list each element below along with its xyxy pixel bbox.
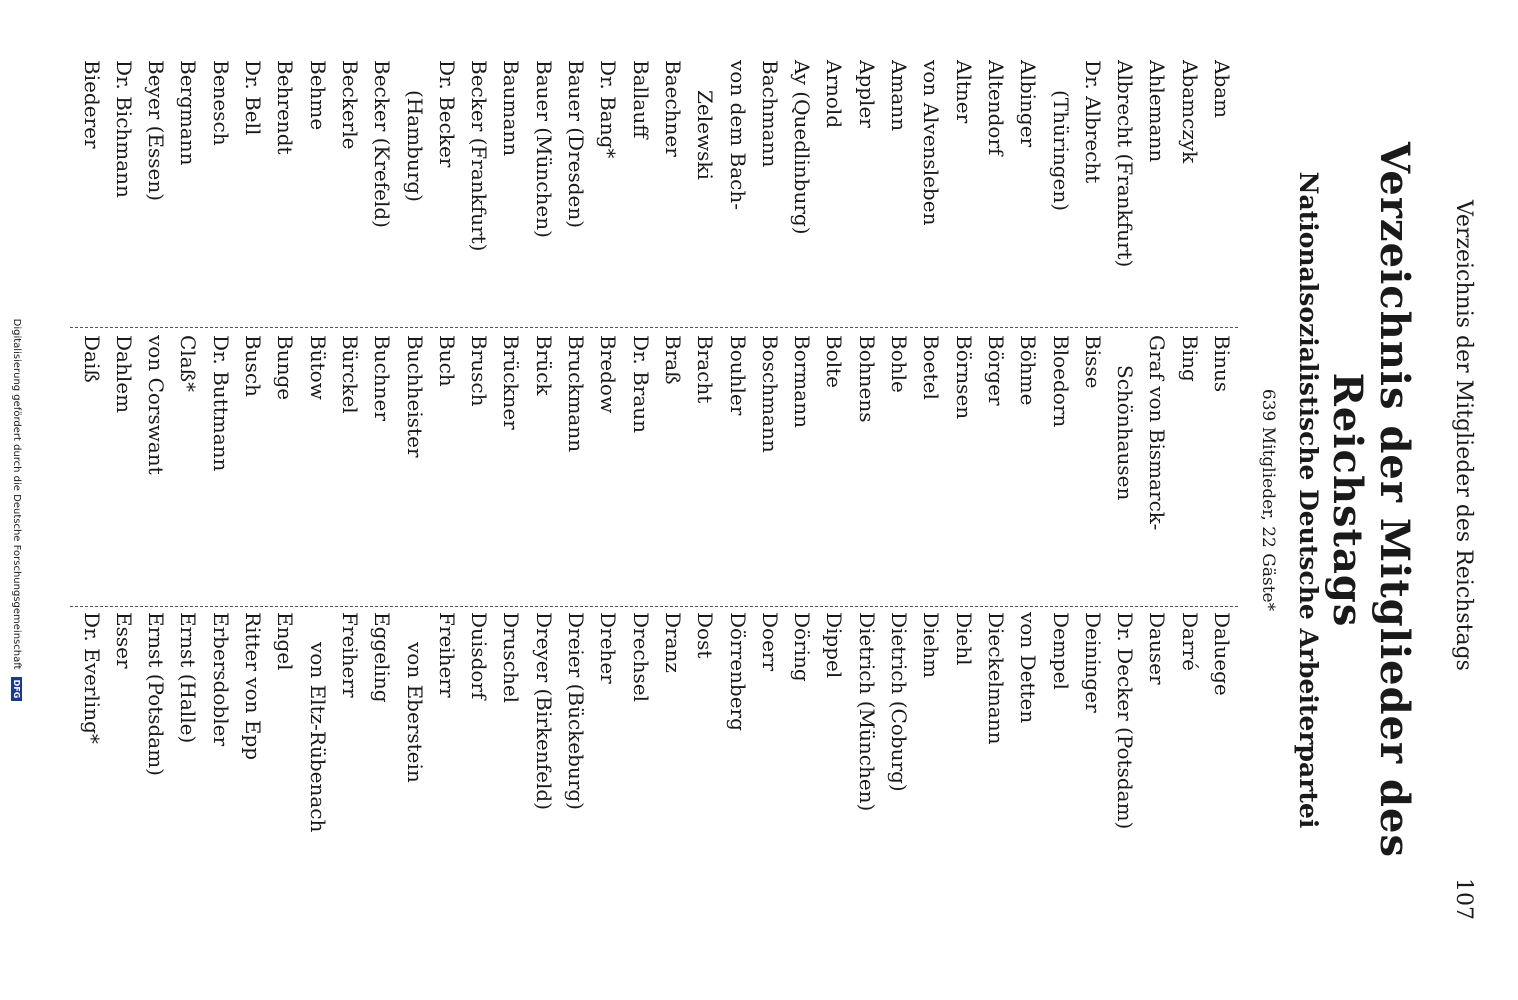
- member-entry: Braß: [660, 335, 685, 385]
- member-entry: Diehl: [951, 612, 976, 666]
- member-entry: Busch: [241, 335, 266, 397]
- dfg-logo: DFG: [11, 677, 22, 702]
- member-entry: Bauer (Dresden): [564, 60, 589, 229]
- member-entry: Beckerle: [337, 60, 362, 150]
- member-entry: Dr. Braun: [628, 335, 653, 434]
- member-entry: Bruckmann: [564, 335, 589, 453]
- member-entry: Dempel: [1048, 612, 1073, 690]
- member-count: 639 Mitglieder, 22 Gäste*: [1258, 388, 1278, 612]
- member-entry: Behrendt: [273, 60, 298, 155]
- member-entry: Engel: [273, 612, 298, 671]
- member-entry: Dr. Bang*: [596, 60, 621, 159]
- member-entry: Bisse: [1080, 335, 1105, 389]
- member-entry: Abamczyk: [1177, 60, 1202, 164]
- member-entry: Diehm: [919, 612, 944, 679]
- member-entry: Freiherr: [337, 612, 362, 698]
- member-entry: Dr. Bell: [241, 60, 266, 136]
- member-entry: Becker (Frankfurt): [467, 60, 492, 252]
- member-entry: Altendorf: [983, 60, 1008, 156]
- member-entry: Bing: [1177, 335, 1202, 382]
- member-entry: Dreyer (Birkenfeld): [531, 612, 556, 811]
- member-entry: Brück: [531, 335, 556, 396]
- member-entry: Dietrich (München): [854, 612, 879, 812]
- member-entry: Dieckelmann: [983, 612, 1008, 745]
- credit-text: Digitalisierung gefördert durch die Deutsche Forschungsgemeinschaft: [11, 318, 22, 670]
- member-entry: Baechner: [660, 60, 685, 157]
- member-entry: Dr. Buttmann: [208, 335, 233, 472]
- member-entry: Bohle: [887, 335, 912, 393]
- member-entry: von Eltz-Rübenach: [305, 642, 330, 833]
- page-number: 107: [1451, 878, 1476, 920]
- document-title: Verzeichnis der Mitglieder des Reichstags: [1324, 142, 1418, 858]
- member-entry: Bunge: [273, 335, 298, 401]
- member-entry: (Hamburg): [402, 90, 427, 202]
- member-entry: Bachmann: [757, 60, 782, 168]
- member-entry: Börnsen: [951, 335, 976, 420]
- member-entry: Appler: [854, 60, 879, 128]
- member-entry: Ernst (Potsdam): [144, 612, 169, 776]
- member-entry: Zelewski: [693, 90, 718, 180]
- member-entry: Eggeling: [370, 612, 395, 703]
- member-entry: Bloedorn: [1048, 335, 1073, 428]
- member-entry: Dranz: [660, 612, 685, 673]
- member-entry: Boetel: [919, 335, 944, 400]
- member-entry: Albinger: [1016, 60, 1041, 148]
- member-entry: Dippel: [822, 612, 847, 679]
- member-entry: Brückner: [499, 335, 524, 430]
- member-entry: Dr. Becker: [434, 60, 459, 168]
- member-entry: Dr. Albrecht: [1080, 60, 1105, 184]
- member-entry: Daluege: [1210, 612, 1234, 696]
- member-entry: Becker (Krefeld): [370, 60, 395, 228]
- member-entry: Biederer: [79, 60, 104, 149]
- member-entry: Dreher: [596, 612, 621, 684]
- member-entry: Bracht: [693, 335, 718, 404]
- running-head: Verzeichnis der Mitglieder des Reichstags: [1451, 200, 1476, 671]
- member-column-2: [75, 335, 1238, 605]
- member-entry: Bütow: [305, 335, 330, 400]
- member-entry: Bürckel: [337, 335, 362, 414]
- member-entry: Baumann: [499, 60, 524, 157]
- member-entry: Dörrenberg: [725, 612, 750, 731]
- member-entry: Duisdorf: [467, 612, 492, 700]
- column-divider: [70, 606, 1238, 607]
- member-entry: Dreier (Bückeburg): [564, 612, 589, 810]
- member-entry: Böhme: [1016, 335, 1041, 406]
- member-entry: Buchheister: [402, 335, 427, 458]
- member-entry: Dietrich (Coburg): [887, 612, 912, 792]
- member-entry: Brusch: [467, 335, 492, 407]
- member-entry: Ritter von Epp: [241, 612, 266, 761]
- member-entry: Claß*: [176, 335, 201, 392]
- member-entry: Arnold: [822, 60, 847, 129]
- member-entry: Benesch: [208, 60, 233, 146]
- member-entry: Amann: [887, 60, 912, 132]
- member-entry: Altner: [951, 60, 976, 124]
- member-entry: Bredow: [596, 335, 621, 414]
- member-entry: Graf von Bismarck-: [1145, 335, 1170, 531]
- member-entry: Bergmann: [176, 60, 201, 166]
- member-entry: Deininger: [1080, 612, 1105, 713]
- member-entry: Bormann: [790, 335, 815, 428]
- member-entry: (Thüringen): [1048, 90, 1073, 212]
- member-entry: von dem Bach-: [725, 60, 750, 210]
- member-entry: Dahlem: [111, 335, 136, 414]
- member-entry: Bolte: [822, 335, 847, 389]
- member-entry: Dr. Decker (Potsdam): [1113, 612, 1138, 830]
- member-entry: Dr. Everling*: [79, 612, 104, 744]
- member-entry: Buch: [434, 335, 459, 387]
- member-column-3: [75, 612, 1238, 952]
- member-entry: Albrecht (Frankfurt): [1113, 60, 1138, 268]
- member-entry: Buchner: [370, 335, 395, 421]
- member-entry: Börger: [983, 335, 1008, 406]
- member-entry: Döring: [790, 612, 815, 682]
- member-entry: Esser: [111, 612, 136, 669]
- member-entry: von Alvensleben: [919, 60, 944, 226]
- member-entry: Bohnens: [854, 335, 879, 423]
- member-entry: Dr. Bichmann: [111, 60, 136, 198]
- member-entry: Bouhler: [725, 335, 750, 416]
- member-entry: Binus: [1210, 335, 1234, 393]
- member-entry: Schönhausen: [1113, 365, 1138, 501]
- member-entry: Abam: [1210, 60, 1234, 119]
- member-entry: Boschmann: [757, 335, 782, 453]
- column-divider: [70, 327, 1238, 328]
- member-entry: Dauser: [1145, 612, 1170, 685]
- member-entry: Ahlemann: [1145, 60, 1170, 163]
- member-entry: Bauer (München): [531, 60, 556, 238]
- member-entry: von Corswant: [144, 335, 169, 475]
- member-entry: Behme: [305, 60, 330, 131]
- member-entry: Erbersdobler: [208, 612, 233, 747]
- digitization-credit: [11, 30, 22, 990]
- member-entry: Ay (Quedlinburg): [790, 60, 815, 235]
- member-entry: von Detten: [1016, 612, 1041, 724]
- member-entry: Beyer (Essen): [144, 60, 169, 202]
- member-entry: Dost: [693, 612, 718, 659]
- party-heading: Nationalsozialistische Deutsche Arbeiterpartei: [1294, 171, 1323, 829]
- member-entry: Ballauff: [628, 60, 653, 139]
- member-entry: von Eberstein: [402, 642, 427, 783]
- member-column-1: [75, 60, 1238, 320]
- member-entry: Ernst (Halle): [176, 612, 201, 744]
- member-entry: Daiß: [79, 335, 104, 383]
- member-entry: Freiherr: [434, 612, 459, 698]
- member-entry: Doerr: [757, 612, 782, 672]
- member-entry: Darré: [1177, 612, 1202, 671]
- member-entry: Druschel: [499, 612, 524, 704]
- member-entry: Drechsel: [628, 612, 653, 703]
